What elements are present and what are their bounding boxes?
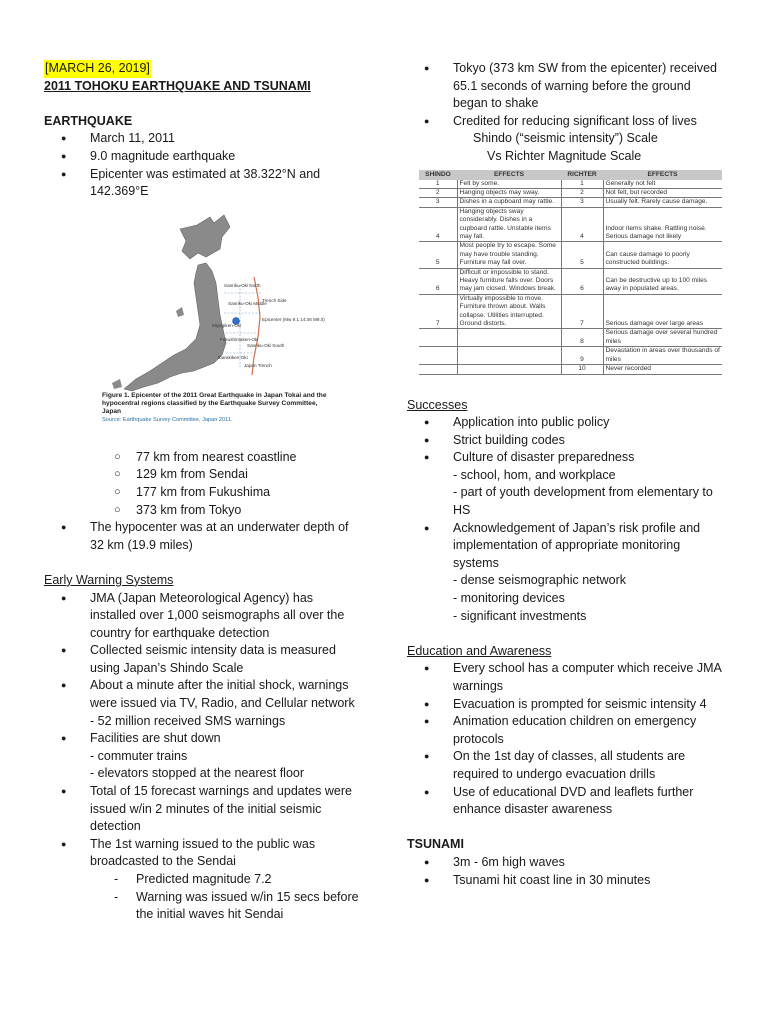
list-item-line: ● Collected seismic intensity data is measured [90, 643, 336, 658]
map-label: Sanriku-Oki South [247, 342, 285, 348]
tsunami-list [407, 854, 732, 889]
education-list [407, 660, 732, 818]
list-item [407, 854, 732, 872]
hypocenter-list [44, 519, 364, 554]
list-item: ● Epicenter was estimated at 38.322°N and 142.369°E [44, 166, 364, 201]
earthquake-list [44, 130, 364, 200]
table-row [419, 180, 722, 189]
table-cell [419, 329, 457, 347]
list-item-line: using Japan’s Shindo Scale [90, 660, 244, 675]
list-item [44, 730, 364, 783]
list-item-line: protocols [453, 731, 504, 746]
list-item: ● 9.0 magnitude earthquake [44, 148, 364, 166]
list-item-line: enhance disaster awareness [453, 802, 613, 817]
list-item: ○ 177 km from Fukushima [44, 484, 364, 502]
list-item [407, 60, 732, 113]
right-column [407, 60, 732, 889]
table-cell: Serious damage over large areas [603, 294, 722, 329]
list-item [407, 748, 732, 783]
table-cell: 7 [561, 294, 603, 329]
table-cell: Can cause damage to poorly constructed buildings. [603, 242, 722, 268]
list-item-line: - commuter trains [90, 748, 188, 763]
list-item-line: ● Every school has a computer which receive JMA [453, 661, 722, 676]
list-item-line: ● Strict building codes [453, 432, 565, 447]
table-cell [457, 329, 561, 347]
early-warning-sublist [44, 871, 364, 924]
table-cell: Virtually impossible to move. Furniture thrown about. Walls collapse. Utilities interrupted. Ground distorts. [457, 294, 561, 329]
list-item [407, 696, 732, 714]
table-cell: 9 [561, 347, 603, 365]
table-cell: Indoor items shake. Rattling noise. Serious damage not likely [603, 207, 722, 242]
list-item-line: warnings [453, 679, 504, 693]
table-cell [419, 347, 457, 365]
list-item-line: ● JMA (Japan Meteorological Agency) has [90, 590, 314, 605]
table-row [419, 365, 722, 374]
list-item-line: country for earthquake detection [90, 625, 270, 640]
table-cell: 8 [561, 329, 603, 347]
figure-caption [102, 392, 332, 424]
table-cell: Hanging objects may sway. [457, 188, 561, 197]
list-item-line: ● Animation education children on emergency [453, 714, 697, 729]
early-warning-list [44, 590, 364, 872]
table-cell: 10 [561, 365, 603, 374]
map-label: Epicenter (Mw 9.1 14:46 M9.0) [262, 316, 325, 322]
list-item-line: began to shake [453, 96, 539, 111]
map-label: Sanriku-Oki Middle [228, 300, 267, 306]
japan-map [102, 207, 327, 392]
list-item [44, 871, 364, 889]
table-cell [419, 365, 457, 374]
list-item [407, 784, 732, 819]
table-cell: Difficult or impossible to stand. Heavy furniture falls over. Doors may jam closed. Windows break. [457, 268, 561, 294]
caption-text: Figure 1. Epicenter of the 2011 Great Earthquake in Japan Tokai and the hypocentral regions classified by the Earthquake Survey Committee, Japan [102, 391, 327, 415]
table-cell: 2 [561, 188, 603, 197]
table-cell: Usually felt. Rarely cause damage. [603, 198, 722, 207]
table-cell: 4 [419, 207, 457, 242]
list-item-line: ● Evacuation is prompted for seismic intensity 4 [453, 696, 707, 711]
list-item-line: - Warning was issued w/in 15 secs before [136, 889, 359, 904]
table-header: EFFECTS [603, 170, 722, 180]
scale-title-richter: Vs Richter Magnitude Scale [487, 148, 642, 163]
table-cell: 7 [419, 294, 457, 329]
list-item [44, 783, 364, 836]
list-item-line: - school, hom, and workplace [453, 467, 616, 482]
list-item-line: issued w/in 2 minutes of the initial seismic [90, 801, 322, 816]
table-cell [457, 347, 561, 365]
list-item [44, 590, 364, 643]
map-label: Ibarakiken-Oki [218, 354, 248, 360]
list-item-line: 65.1 seconds of warning before the ground [453, 78, 691, 93]
table-row [419, 294, 722, 329]
list-item-line: HS [453, 503, 471, 518]
date-highlight: [MARCH 26, 2019] [44, 60, 151, 78]
list-item-line: installed over 1,000 seismographs all over the [90, 608, 345, 623]
left-column [44, 60, 364, 924]
education-heading: Education and Awareness [407, 643, 552, 658]
list-item-line: required to undergo evacuation drills [453, 766, 656, 781]
map-label: Japan Trench [244, 362, 272, 368]
table-cell: Serious damage over several hundred miles [603, 329, 722, 347]
list-item-line: ● Credited for reducing significant loss of lives [453, 113, 697, 128]
list-item: ○ 129 km from Sendai [44, 466, 364, 484]
list-item-line: implementation of appropriate monitoring [453, 538, 681, 553]
list-item: ○ 373 km from Tokyo [44, 502, 364, 520]
map-label: Miyagiken-Oki [212, 322, 242, 328]
list-item-line: ● About a minute after the initial shock, warnings [90, 678, 349, 693]
list-item-line: - part of youth development from elementary to [453, 485, 713, 500]
table-row [419, 268, 722, 294]
map-label: Sanriku-Oki North [224, 282, 261, 288]
list-item [407, 113, 732, 131]
list-item: ○ 77 km from nearest coastline [44, 449, 364, 467]
table-row [419, 207, 722, 242]
list-item-line: ● Culture of disaster preparedness [453, 450, 635, 465]
distance-list [44, 449, 364, 519]
table-cell: 4 [561, 207, 603, 242]
table-cell: 5 [419, 242, 457, 268]
table-cell: 1 [561, 180, 603, 189]
list-item [407, 520, 732, 626]
table-cell: Devastation in areas over thousands of miles [603, 347, 722, 365]
table-cell: 5 [561, 242, 603, 268]
table-row [419, 188, 722, 197]
map-label: Trench Side [262, 297, 287, 303]
list-item [407, 449, 732, 519]
list-item-line: - significant investments [453, 608, 587, 623]
list-item [407, 660, 732, 695]
list-item-line: - 52 million received SMS warnings [90, 713, 286, 728]
list-item [407, 414, 732, 432]
table-row [419, 242, 722, 268]
table-cell: 3 [561, 198, 603, 207]
list-item-line: - dense seismographic network [453, 573, 626, 588]
list-item [44, 677, 364, 730]
table-cell: Can be destructive up to 100 miles away in populated areas. [603, 268, 722, 294]
successes-list [407, 414, 732, 625]
list-item-line: ● Total of 15 forecast warnings and updates were [90, 784, 352, 799]
table-row [419, 329, 722, 347]
successes-heading: Successes [407, 397, 468, 412]
table-header: SHINDO [419, 170, 457, 180]
table-header: RICHTER [561, 170, 603, 180]
list-item [44, 642, 364, 677]
list-item-line: systems [453, 555, 499, 570]
table-cell: Hanging objects sway considerably. Dishes in a cupboard rattle. Unstable items may fall. [457, 207, 561, 242]
table-cell: 6 [561, 268, 603, 294]
early-warning-heading: Early Warning Systems [44, 572, 174, 587]
list-item-line: detection [90, 819, 141, 834]
list-item [407, 713, 732, 748]
caption-source: Source: Earthquake Survey Committee, Japan 2011. [102, 416, 233, 423]
table-cell: Dishes in a cupboard may rattle. [457, 198, 561, 207]
earthquake-heading: EARTHQUAKE [44, 113, 133, 128]
table-cell: Felt by some. [457, 180, 561, 189]
list-item-line: ● Acknowledgement of Japan’s risk profile and [453, 520, 701, 535]
list-item-line: ● 3m - 6m high waves [453, 854, 565, 869]
list-item-line: ● Application into public policy [453, 415, 610, 430]
list-item-line: - monitoring devices [453, 591, 565, 606]
table-header-row [419, 170, 722, 180]
list-item-line: ● Tsunami hit coast line in 30 minutes [453, 872, 651, 887]
table-cell: 6 [419, 268, 457, 294]
table-cell: Most people try to escape. Some may have trouble standing. Furniture may fall over. [457, 242, 561, 268]
shindo-richter-table [419, 170, 722, 375]
table-cell: 1 [419, 180, 457, 189]
epicenter-map-figure [102, 207, 327, 443]
list-item [44, 836, 364, 871]
list-item-line: the initial waves hit Sendai [136, 907, 284, 922]
scale-title-shindo: Shindo (“seismic intensity”) Scale [473, 131, 658, 146]
table-cell: 3 [419, 198, 457, 207]
tokyo-warning-list [407, 60, 732, 130]
table-row [419, 198, 722, 207]
tsunami-heading: TSUNAMI [407, 837, 464, 852]
table-cell: Generally not felt [603, 180, 722, 189]
list-item [44, 889, 364, 924]
list-item: ● The hypocenter was at an underwater depth of 32 km (19.9 miles) [44, 519, 364, 554]
table-header: EFFECTS [457, 170, 561, 180]
list-item-line: - elevators stopped at the nearest floor [90, 766, 305, 781]
list-item: ● March 11, 2011 [44, 130, 364, 148]
table-cell: Not felt, but recorded [603, 188, 722, 197]
document-title: 2011 TOHOKU EARTHQUAKE AND TSUNAMI [44, 78, 311, 93]
list-item-line: ● On the 1st day of classes, all students are [453, 749, 686, 764]
list-item-line: broadcasted to the Sendai [90, 854, 236, 869]
list-item-line: ● The 1st warning issued to the public was [90, 836, 316, 851]
list-item [407, 872, 732, 890]
map-label: Fukushimaken-Oki [220, 336, 259, 342]
list-item-line: were issued via TV, Radio, and Cellular network [90, 696, 355, 711]
date-line [44, 60, 364, 78]
list-item-line: ● Tokyo (373 km SW from the epicenter) received [453, 61, 717, 75]
list-item [407, 432, 732, 450]
table-cell [457, 365, 561, 374]
table-cell: 2 [419, 188, 457, 197]
list-item-line: ● Use of educational DVD and leaflets further [453, 784, 694, 799]
list-item-line: - Predicted magnitude 7.2 [136, 872, 272, 886]
table-row [419, 347, 722, 365]
table-cell: Never recorded [603, 365, 722, 374]
list-item-line: ● Facilities are shut down [90, 731, 221, 746]
